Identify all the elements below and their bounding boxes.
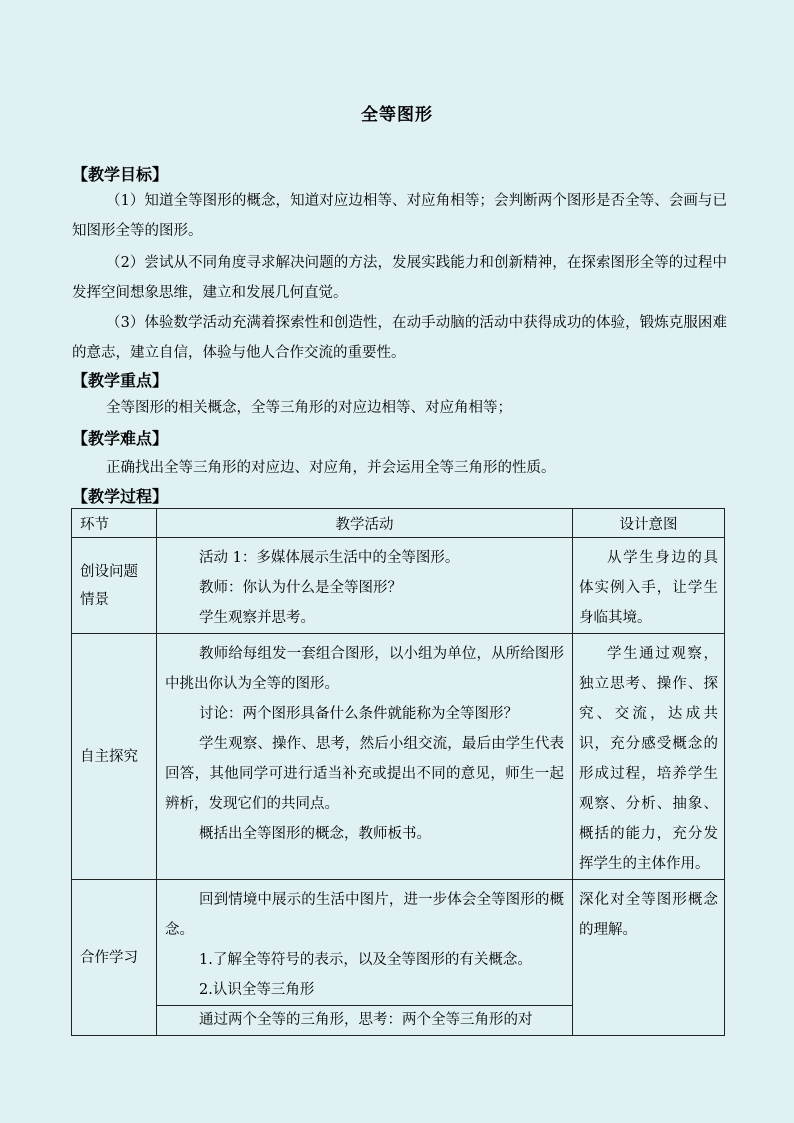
difficulties-text: 正确找出全等三角形的对应边、对应角，并会运用全等三角形的性质。: [106, 460, 556, 476]
activity-cell: [157, 538, 573, 634]
intent-cell: [573, 880, 725, 1036]
activity-line: 教师给每组发一套组合图形，以小组为单位，从所给图形中挑出你认为全等的图形。: [165, 646, 564, 692]
activity-line: 2.认识全等三角形: [199, 982, 315, 998]
col-header-stage: 环节: [72, 509, 157, 538]
activity-line: 讨论：两个图形具备什么条件就能称为全等图形？: [199, 706, 518, 722]
stage-cell: 自主探究: [72, 634, 157, 880]
activity-line: 回到情境中展示的生活中图片，进一步体会全等图形的概念。: [165, 892, 564, 938]
intent-cell: [573, 634, 725, 880]
table-row: [72, 880, 725, 1006]
col-header-intent: 设计意图: [573, 509, 725, 538]
intent-cell: [573, 538, 725, 634]
intent-text: 学生通过观察，独立思考、操作、探究、交流，达成共识，充分感受概念的形成过程，培养学生观察、分析、抽象、概括的能力，充分发挥学生的主体作用。: [579, 646, 718, 872]
intent-text: 深化对全等图形概念的理解。: [579, 892, 718, 938]
stage-cell: 合作学习: [72, 880, 157, 1036]
activity-line: 概括出全等图形的概念，教师板书。: [199, 826, 431, 842]
keypoints-heading: 【教学重点】: [72, 371, 169, 390]
objectives-heading: 【教学目标】: [72, 165, 169, 184]
process-table: [71, 508, 725, 1036]
table-row: [72, 538, 725, 634]
activity-line: 1.了解全等符号的表示，以及全等图形的有关概念。: [199, 952, 532, 968]
page-title: 全等图形: [361, 105, 433, 125]
intent-text: 从学生身边的具体实例入手，让学生身临其境。: [579, 550, 718, 626]
keypoints-text: 全等图形的相关概念，全等三角形的对应边相等、对应角相等；: [106, 400, 512, 416]
col-header-activity: 教学活动: [157, 509, 573, 538]
activity-line: 通过两个全等的三角形，思考：两个全等三角形的对: [199, 1012, 533, 1028]
activity-cell: [157, 880, 573, 1006]
activity-cell: [157, 634, 573, 880]
activity-line: 教师：你认为什么是全等图形？: [199, 580, 402, 596]
activity-cell: [157, 1006, 573, 1036]
activity-line: 学生观察、操作、思考，然后小组交流，最后由学生代表回答，其他同学可进行适当补充或提出不同的意见，师生一起辨析，发现它们的共同点。: [165, 736, 564, 812]
objective-1: （1）知道全等图形的概念，知道对应边相等、对应角相等；会判断两个图形是否全等、会画与已知图形全等的图形。: [72, 193, 727, 239]
objective-2: （2）尝试从不同角度寻求解决问题的方法，发展实践能力和创新精神，在探索图形全等的过程中发挥空间想象思维，建立和发展几何直觉。: [72, 255, 727, 301]
activity-line: 学生观察并思考。: [199, 610, 315, 626]
difficulties-heading: 【教学难点】: [72, 429, 169, 448]
table-header-row: [72, 509, 725, 538]
activity-line: 活动 1：多媒体展示生活中的全等图形。: [199, 550, 460, 566]
process-heading: 【教学过程】: [72, 487, 169, 506]
stage-cell: 创设问题情景: [72, 538, 157, 634]
table-row: [72, 634, 725, 880]
objective-3: （3）体验数学活动充满着探索性和创造性，在动手动脑的活动中获得成功的体验，锻炼克服困难的意志，建立自信，体验与他人合作交流的重要性。: [72, 315, 727, 361]
